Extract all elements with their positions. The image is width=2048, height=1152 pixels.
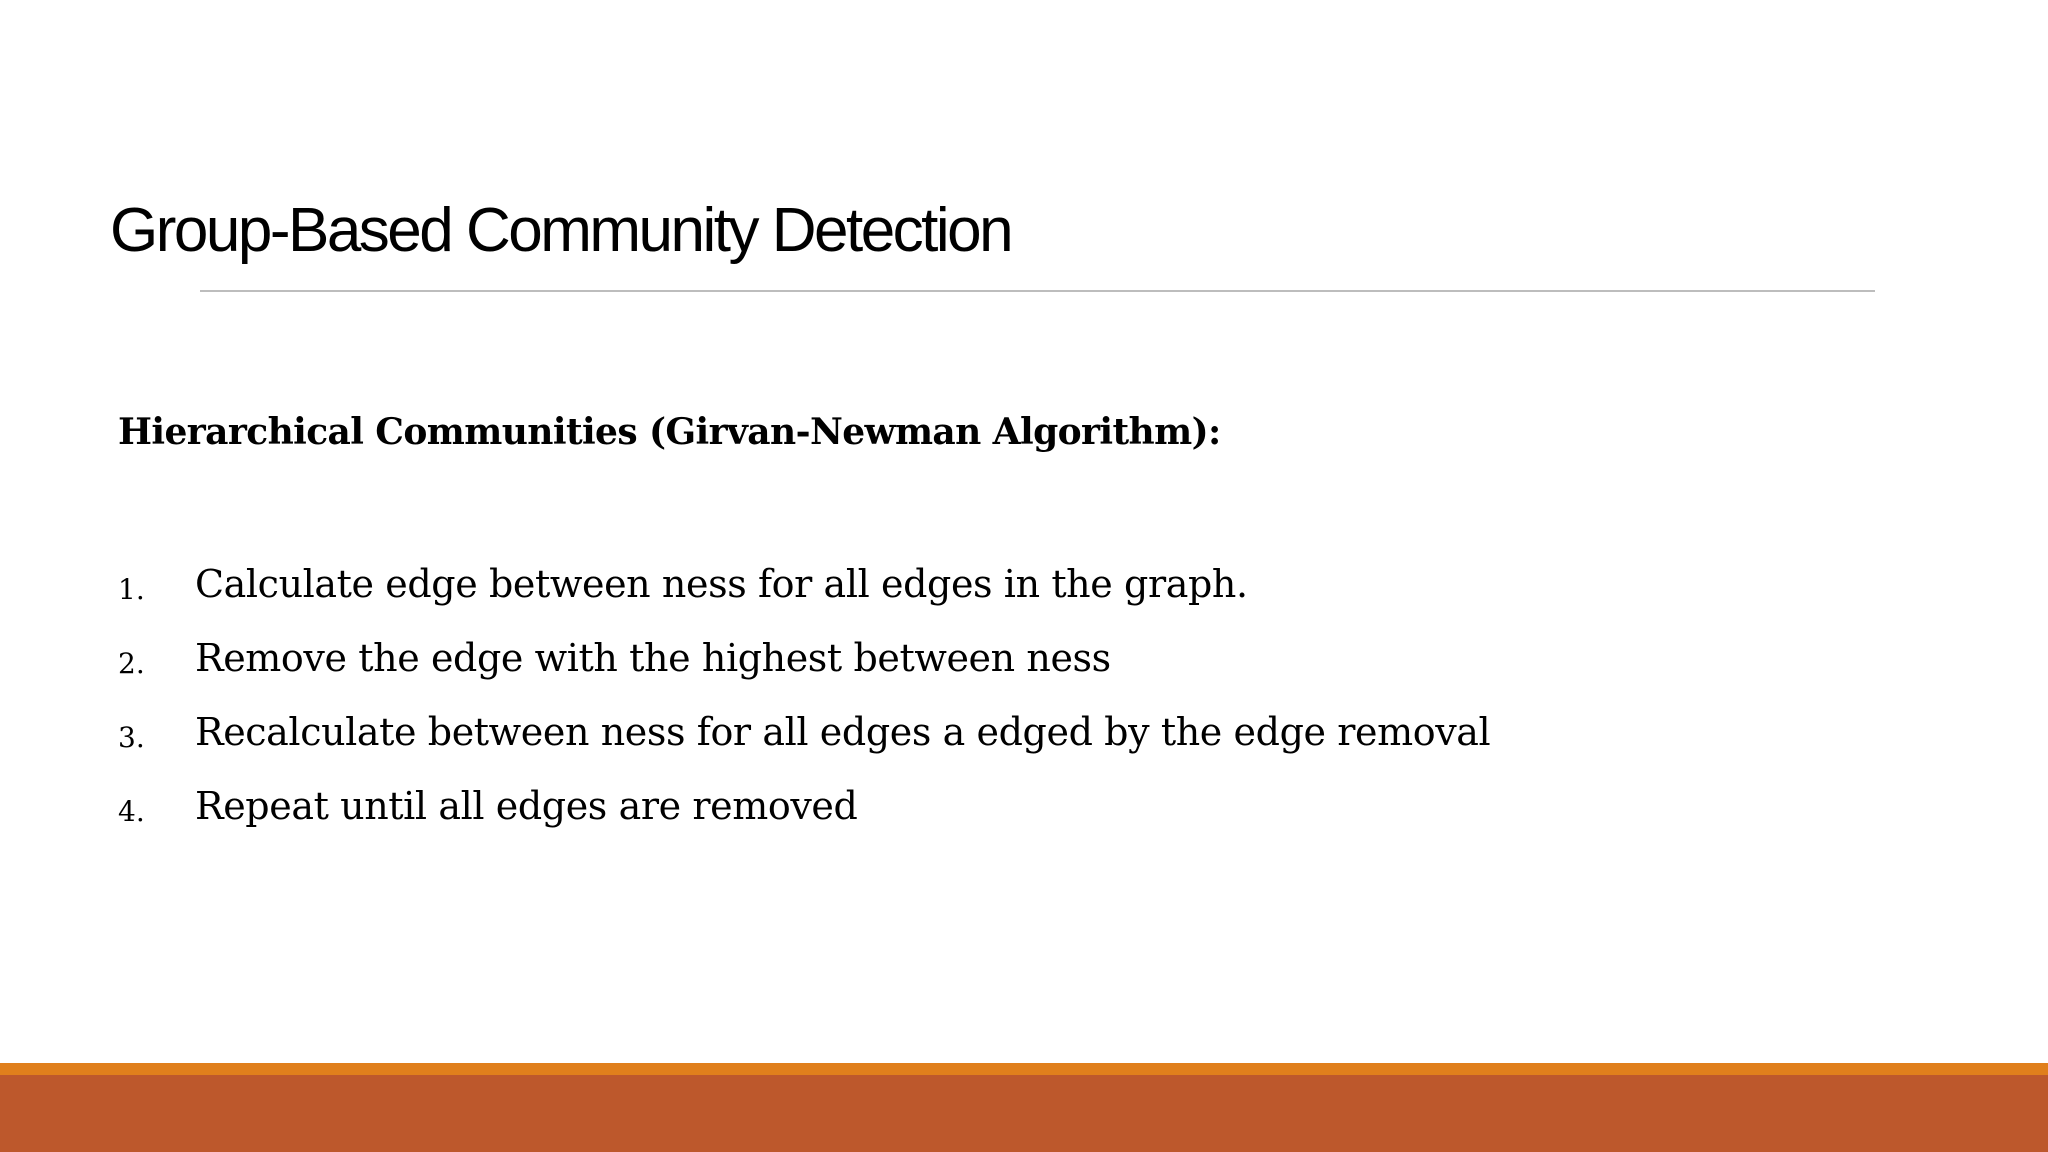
list-item-number: 3. bbox=[118, 721, 145, 754]
footer-bar bbox=[0, 1075, 2048, 1152]
list-item-number: 4. bbox=[118, 795, 145, 828]
section-heading: Hierarchical Communities (Girvan-Newman Algorithm): bbox=[118, 411, 1221, 453]
list-item-text: Calculate edge between ness for all edges in the graph. bbox=[195, 562, 1248, 606]
slide-title: Group-Based Community Detection bbox=[110, 196, 1012, 265]
title-divider bbox=[200, 290, 1875, 292]
list-item-number: 1. bbox=[118, 573, 145, 606]
list-item-text: Recalculate between ness for all edges a edged by the edge removal bbox=[195, 710, 1491, 754]
list-item-text: Repeat until all edges are removed bbox=[195, 784, 858, 828]
footer-accent-stripe bbox=[0, 1063, 2048, 1075]
list-item-text: Remove the edge with the highest between ness bbox=[195, 636, 1111, 680]
list-item-number: 2. bbox=[118, 647, 145, 680]
